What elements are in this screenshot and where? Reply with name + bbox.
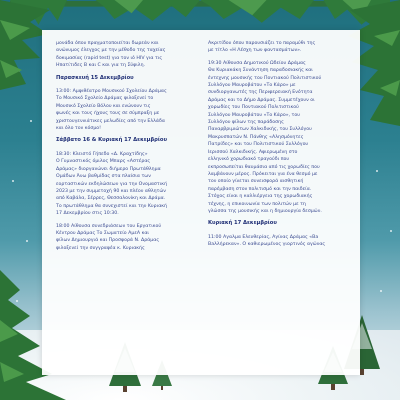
paragraph: μονάδα όπου πραγματοποιείται δωρεάν και ανώνυμος έλεγχος με την μέθοδο της ταχείας δοκιμασίας (rapid test) για τον ιό HIV για τις Ηπατίτιδες Β και C και για τη Σύφιλη. [56, 41, 166, 69]
right-column [208, 40, 348, 254]
day-heading: Κυριακή 17 Δεκεμβρίου [208, 220, 277, 227]
left-column [56, 40, 196, 257]
paragraph: 18:30: Κλειστό Γήπεδο «Δ. Κραχτίδης» Ο Γυμναστικός όμιλος Μπαρς «Αστέρας Δράμας» διοργανώνει διήμερο Πρωτάθλημα Ομάδων Άνω βαθμίδας στα πλαίσια των εορταστικών εκδηλώσεων για την Ονομαστική 2023 με την συμμετοχή 90 και πλέον αθλητών από Καβάλα, Σέρρες, Θεσσαλονίκη και Δράμα. Το πρωτάθλημα θα συνεχιστεί και την Κυριακή 17 Δεκεμβρίου στις 10:30. [56, 151, 168, 217]
paragraph: 18:00 Αίθουσα συνεδριάσεων του Εργατικού Κέντρου Δράμας Το Σωματείο ΑμεΑ και φίλων Δημιουργιά και Προσφορά Ν. Δράμας φιλοξενεί την συγγραφέα κ. Κυριακής [56, 223, 162, 251]
paragraph: 11:00 Αγαλμα Ελευθερίας, Αγίνας Δράμας «Ba Baλλήρεκαν». Ο καθιερωμένος γιορτινός αγώνας [208, 234, 326, 248]
event-schedule-panel [42, 30, 360, 375]
paragraph: 13:00: Αμφιθέατρο Μουσικού Σχολείου Δράμας Το Μουσικό Σχολείο Δράμας φιλοξενεί το Μουσικό Σχολείο Βόλου και ενώνουν τις φωνές και τους ήχους τους σε σύμπραξη με χριστουγεννιάτικες μελωδίες από την Ελλάδα και όλο τον κόσμο! [56, 89, 167, 132]
paragraph: Ακριτίδου όπου παρουσιάζει το παραμύθι της με τίτλο «Η Λέσχη των φαντασμάτων». [208, 41, 316, 54]
day-heading: Παρασκευή 15 Δεκεμβρίου [56, 74, 134, 81]
day-heading: Σάββατο 16 & Κυριακή 17 Δεκεμβρίου [56, 137, 167, 144]
paragraph: 19:30 Αίθουσα Δημοτικού Ωδείου Δράμας Θα Κυριακάκη Συνάντηση παραδοσιακής και έντεχνης μουσικής του Ποντιακού Πολιτιστικού Συλλόγου Μαυροβάτου «Το Κάρο» με συνδιοργανωτές της Περιφερειακή Ενότητα Δράμας και το Δήμο Δράμας. Συμμετέχουν οι χορωδίες του Ποντιακού Πολιτιστικού Συλλόγου Μαυροβάτου «Το Κάρο», του Συλλόγου φίλων της παράδοσης Παναρβριμιώτων Χαλκιδικής, του Συλλόγου Μακρυσπατών Ν. Πάνθης «Αλησμόνητες Πατρίδες» και του Πολιτιστικού Συλλόγου Ιερισσού Χαλκιδικής. Αφιερωμένη στο ελληνικό χορωδιακό τραγούδι που εκπροσωπείται θαυμάσια από τις χορωδίες που λαμβάνουν μέρος. Πρόκειται για ένα θεσμό με τον οποίο γίνεται συνεισφορά αισθητική παρέμβαση στον πολιτισμό και την παιδεία. Στόχος είναι η καλλιέργεια της χορωδιακής τέχνης, η επικοινωνία των πολιτών με τη γλώσσα της μουσικής και η δημιουργία δεσμών. [208, 60, 322, 214]
